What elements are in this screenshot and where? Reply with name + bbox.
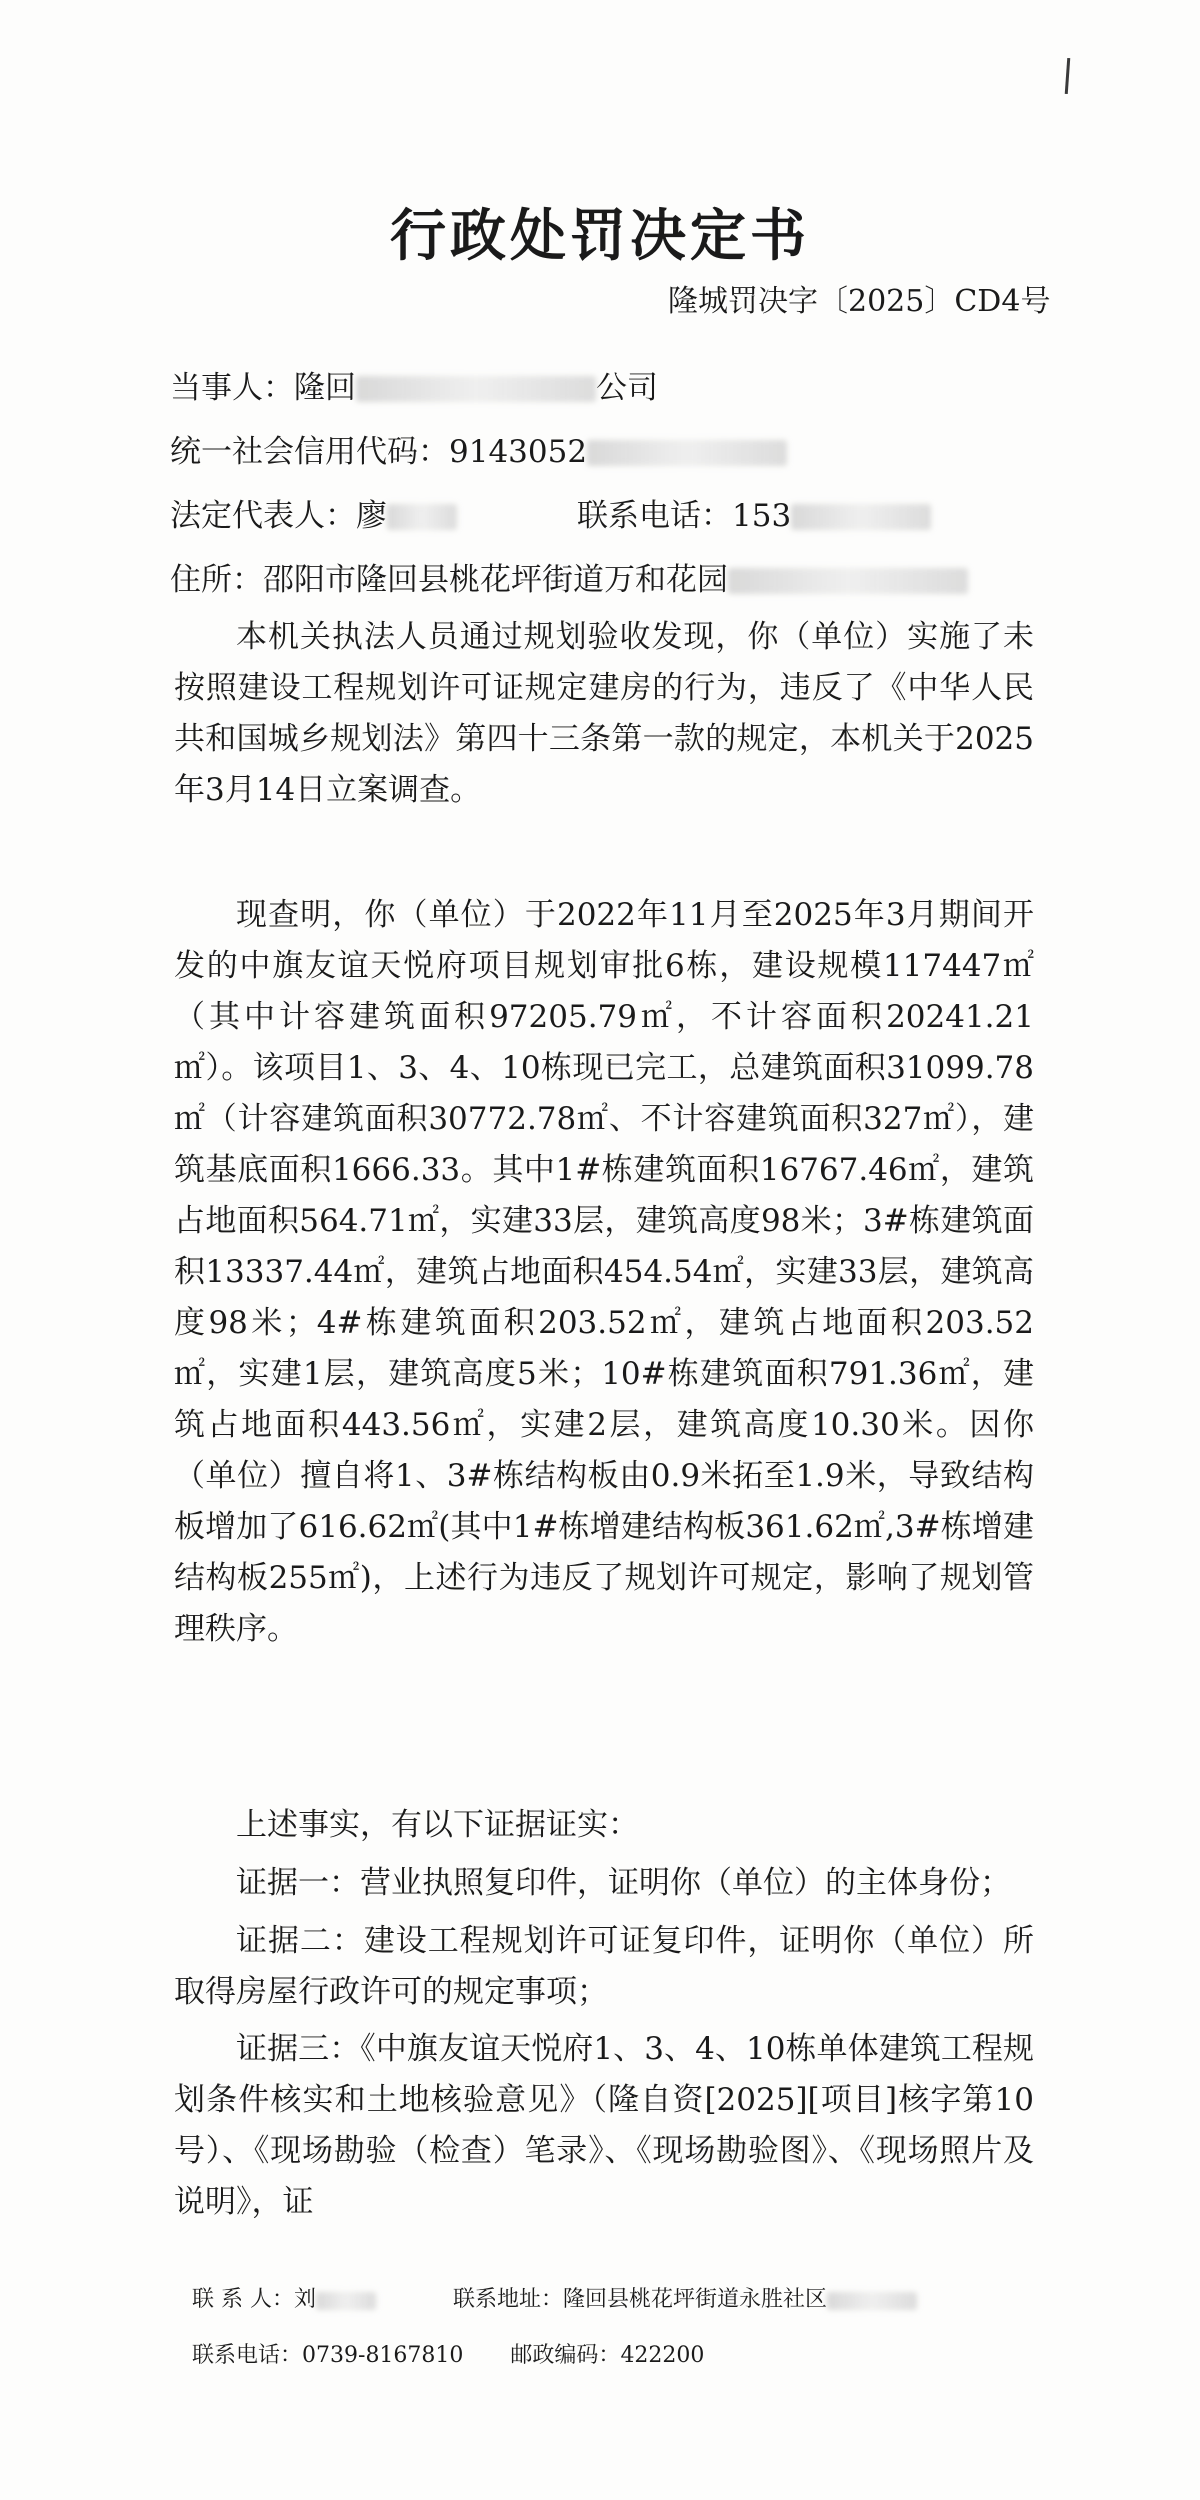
party-name-line	[170, 362, 658, 407]
redaction-mark	[387, 504, 457, 530]
paragraph-evidence-2: 证据二：建设工程规划许可证复印件，证明你（单位）所取得房屋行政许可的规定事项；	[174, 1923, 1034, 2010]
footer-address-label: 联系地址：	[453, 2287, 564, 2312]
paragraph-evidence-3: 证据三：《中旗友谊天悦府1、3、4、10栋单体建筑工程规划条件核实和土地核验意见》（隆自资[2025][项目]核字第10号）、《现场勘验（检查）笔录》、《现场勘验图》、《现场照片及说明》，证	[174, 2031, 1034, 2220]
footer-address-value: 隆回县桃花坪街道永胜社区	[563, 2287, 828, 2312]
footer-contact-label: 联 系 人：	[192, 2287, 294, 2312]
credit-code-value: 9143052	[449, 434, 588, 470]
footer-contact-value: 刘	[294, 2287, 317, 2312]
pen-mark	[1065, 58, 1071, 94]
representative-value: 廖	[356, 498, 387, 534]
footer-contact-line	[192, 2282, 917, 2313]
party-name-value: 隆回	[294, 370, 356, 406]
redaction-mark	[316, 2292, 376, 2310]
representative-label: 法定代表人：	[170, 498, 356, 534]
footer-phone-value: 0739-8167810	[302, 2343, 464, 2368]
paragraph-evidence-1: 证据一：营业执照复印件，证明你（单位）的主体身份；	[236, 1865, 1011, 1901]
redaction-mark	[791, 504, 931, 530]
credit-code-line	[170, 426, 787, 471]
footer-phone-line	[192, 2338, 704, 2369]
phone-value: 153	[732, 498, 792, 534]
credit-code-label: 统一社会信用代码：	[170, 434, 449, 470]
footer-postcode-label: 邮政编码：	[510, 2343, 621, 2368]
address-value: 邵阳市隆回县桃花坪街道万和花园	[263, 562, 728, 598]
address-label: 住所：	[170, 562, 263, 598]
paragraph-violation: 本机关执法人员通过规划验收发现，你（单位）实施了未按照建设工程规划许可证规定建房的行为，违反了《中华人民共和国城乡规划法》第四十三条第一款的规定，本机关于2025年3月14日立案调查。	[174, 619, 1034, 808]
party-name-suffix: 公司	[596, 370, 658, 406]
redaction-mark	[728, 568, 968, 594]
document-number: 隆城罚决字〔2025〕CD4号	[668, 284, 1051, 319]
redaction-mark	[356, 376, 596, 402]
document-title: 行政处罚决定书	[390, 203, 810, 269]
redaction-mark	[587, 440, 787, 466]
paragraph-evidence-intro: 上述事实，有以下证据证实：	[236, 1807, 639, 1843]
representative-line	[170, 490, 931, 535]
footer-phone-label: 联系电话：	[192, 2343, 303, 2368]
redaction-mark	[827, 2292, 917, 2310]
phone-label: 联系电话：	[577, 498, 732, 534]
footer-postcode-value: 422200	[620, 2343, 705, 2368]
paragraph-findings: 现查明，你（单位）于2022年11月至2025年3月期间开发的中旗友谊天悦府项目规划审批6栋，建设规模117447㎡（其中计容建筑面积97205.79㎡，不计容面积20241.21㎡）。该项目1、3、4、10栋现已完工，总建筑面积31099.78㎡（计容建筑面积30772.78㎡、不计容建筑面积327㎡），建筑基底面积1666.33。其中1#栋建筑面积16767.46㎡，建筑占地面积564.71㎡，实建33层，建筑高度98米；3#栋建筑面积13337.44㎡，建筑占地面积454.54㎡，实建33层，建筑高度98米；4#栋建筑面积203.52㎡，建筑占地面积203.52㎡，实建1层，建筑高度5米；10#栋建筑面积791.36㎡，建筑占地面积443.56㎡，实建2层，建筑高度10.30米。因你（单位）擅自将1、3#栋结构板由0.9米拓至1.9米，导致结构板增加了616.62㎡(其中1#栋增建结构板361.62㎡,3#栋增建结构板255㎡)，上述行为违反了规划许可规定，影响了规划管理秩序。	[174, 897, 1034, 1647]
party-name-label: 当事人：	[170, 370, 294, 406]
address-line	[170, 554, 968, 599]
